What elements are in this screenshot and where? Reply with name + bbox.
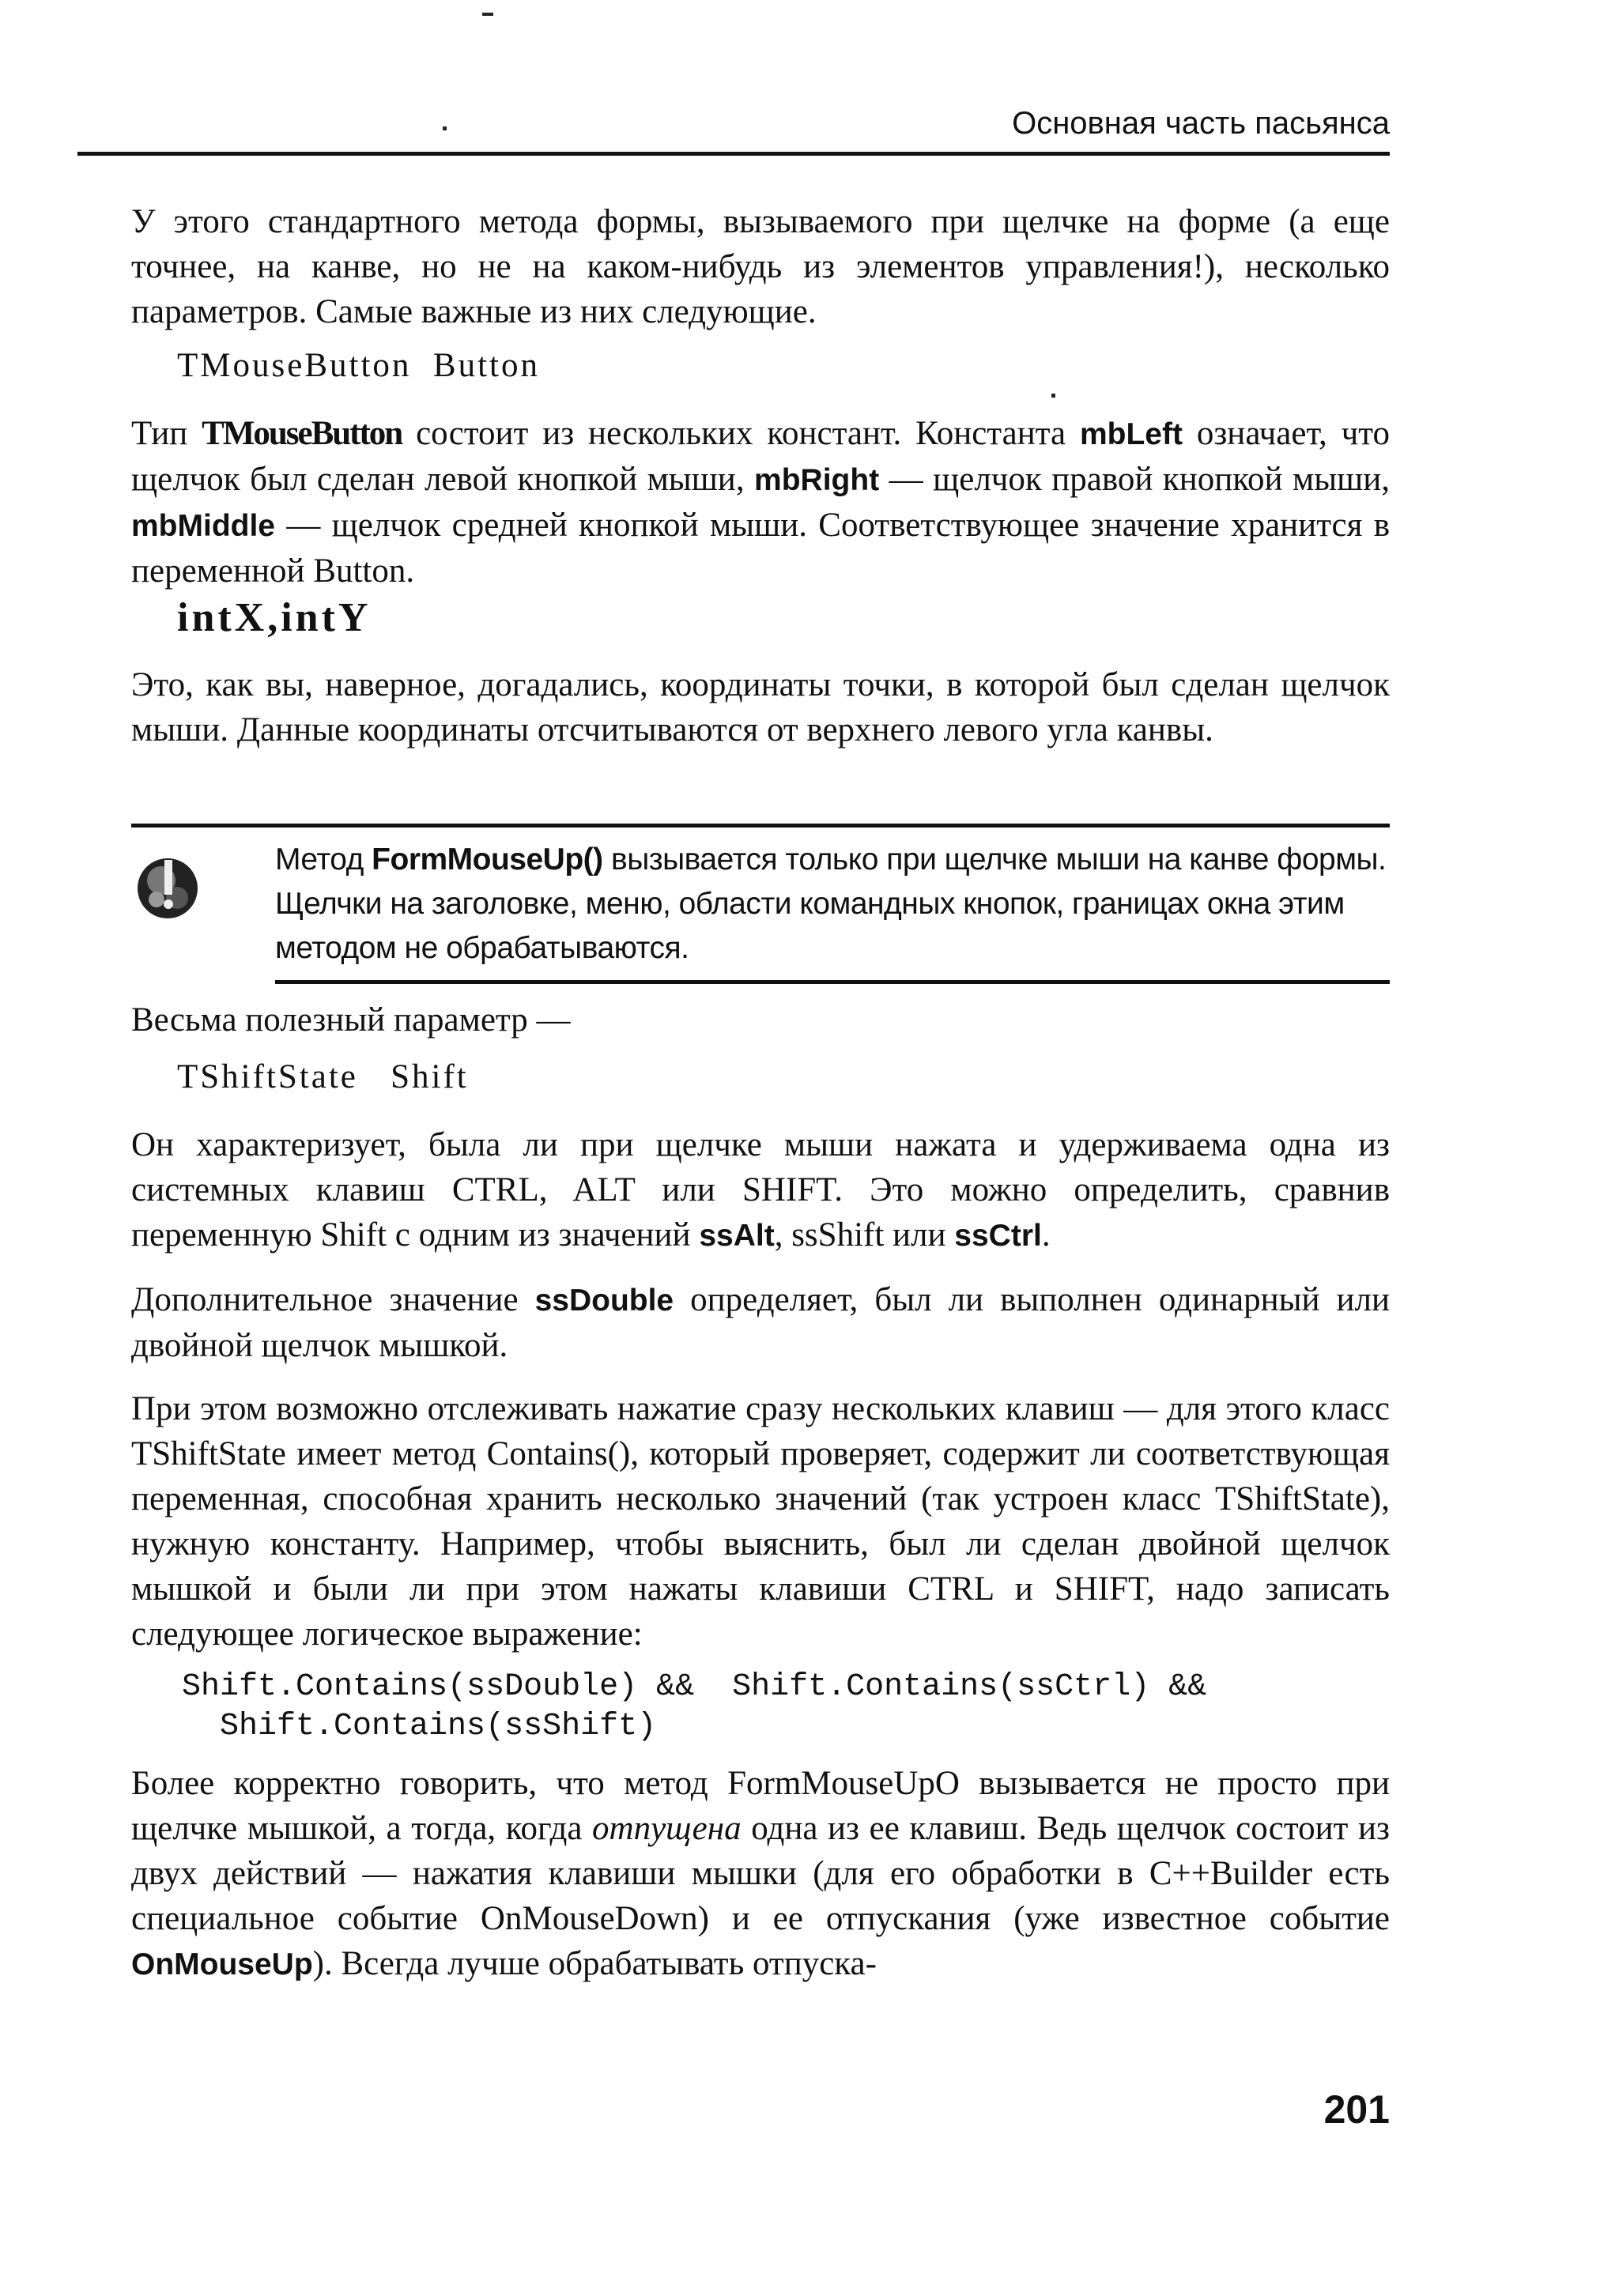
note-bottom-rule (275, 980, 1390, 984)
paragraph-text: У этого стандартного метода формы, вызываемого при щелчке на форме (а еще точнее, на канве, но не на каком-нибудь из элементов управления!), несколько параметров. Самые важные из них следующие. (131, 203, 1390, 330)
paragraph-text: Весьма полезный параметр — (131, 1001, 571, 1039)
code-line-shiftstate (177, 1058, 1436, 1096)
paragraph-text: Он характеризует, была ли при щелчке мыши нажата и удерживаема одна из системных клавиш CTRL, ALT или SHIFT. Это можно определить, сравнив переменную Shift с одним из значений ssAlt, ssShift или ssCtrl. (131, 1126, 1390, 1254)
type-name: TMouseButton (202, 415, 402, 452)
running-header-title: Основная часть пасьянса (1012, 106, 1390, 141)
paragraph-text: Тип TMouseButton состоит из нескольких констант. Константа mbLeft означает, что щелчок был сделан левой кнопкой мыши, mbRight — щелчок правой кнопкой мыши, mbMiddle — щелчок средней кнопкой мыши. Соответствующее значение хранится в переменной Button. (131, 415, 1390, 590)
constant-name: ssDouble (534, 1284, 674, 1318)
scan-speck (1051, 394, 1055, 398)
paragraph-text: Более корректно говорить, что метод FormMouseUpO вызывается не просто при щелчке мышкой, а тогда, когда отпущена одна из ее клавиш. Ведь щелчок состоит из двух действий — нажатия клавиши мышки (для его обработки в C++Builder есть специальное событие OnMouseDown) и ее отпускания (уже известное событие OnMouseUp). Всегда лучше обрабатывать отпуска- (131, 1765, 1390, 1982)
event-name: OnMouseUp (131, 1947, 313, 1981)
note-top-rule (131, 824, 1390, 828)
paragraph-tmousebutton (131, 411, 1390, 594)
paragraph-mouseup (131, 1761, 1390, 1987)
heading-intx-inty (177, 594, 1436, 641)
paragraph-text: Это, как вы, наверное, догадались, координаты точки, в которой был сделан щелчок мыши. Данные координаты отсчитываются от верхнего левого угла канвы. (131, 666, 1390, 748)
constant-name: mbMiddle (131, 509, 275, 543)
emphasis: отпущена (592, 1810, 742, 1847)
code-text: TShiftState Shift (177, 1058, 469, 1095)
paragraph-intro (131, 199, 1390, 334)
running-header (77, 103, 1390, 156)
scan-speck (482, 13, 493, 16)
code-text: TMouseButton Button (177, 347, 540, 384)
constant-name: ssAlt (699, 1219, 775, 1253)
paragraph-coordinates (131, 662, 1390, 752)
code-line-mousebutton (177, 346, 1436, 385)
code-block-expression: Shift.Contains(ssDouble) && Shift.Contains(ssCtrl) && Shift.Contains(ssShift) (182, 1669, 1207, 1744)
paragraph-ssdouble (131, 1277, 1390, 1368)
heading-text: intX,intY (177, 595, 372, 640)
method-name: FormMouseUp() (372, 843, 603, 877)
constant-name: ssCtrl (954, 1219, 1042, 1253)
note-text: Метод FormMouseUp() вызывается только при щелчке мыши на канве формы. Щелчки на заголовке, меню, области командных кнопок, границах окна этим методом не обрабатываются. (275, 843, 1387, 965)
constant-name: mbLeft (1079, 417, 1183, 451)
info-icon (133, 852, 202, 922)
page-number: 201 (1323, 2087, 1390, 2132)
paragraph-text: При этом возможно отслеживать нажатие сразу нескольких клавиш — для этого класс TShiftState имеет метод Contains(), который проверяет, содержит ли соответствующая переменная, способная хранить несколько значений (так устроен класс TShiftState), нужную константу. Например, чтобы выяснить, был ли сделан двойной щелчок мышкой и были ли при этом нажаты клавиши CTRL и SHIFT, надо записать следующее логическое выражение: (131, 1390, 1390, 1653)
paragraph-shift-keys (131, 1122, 1390, 1258)
paragraph-text: Дополнительное значение ssDouble определяет, был ли выполнен одинарный или двойной щелчок мышкой. (131, 1281, 1390, 1364)
paragraph-contains (131, 1386, 1390, 1657)
paragraph-useful-param (131, 997, 1390, 1042)
constant-name: mbRight (754, 463, 880, 497)
